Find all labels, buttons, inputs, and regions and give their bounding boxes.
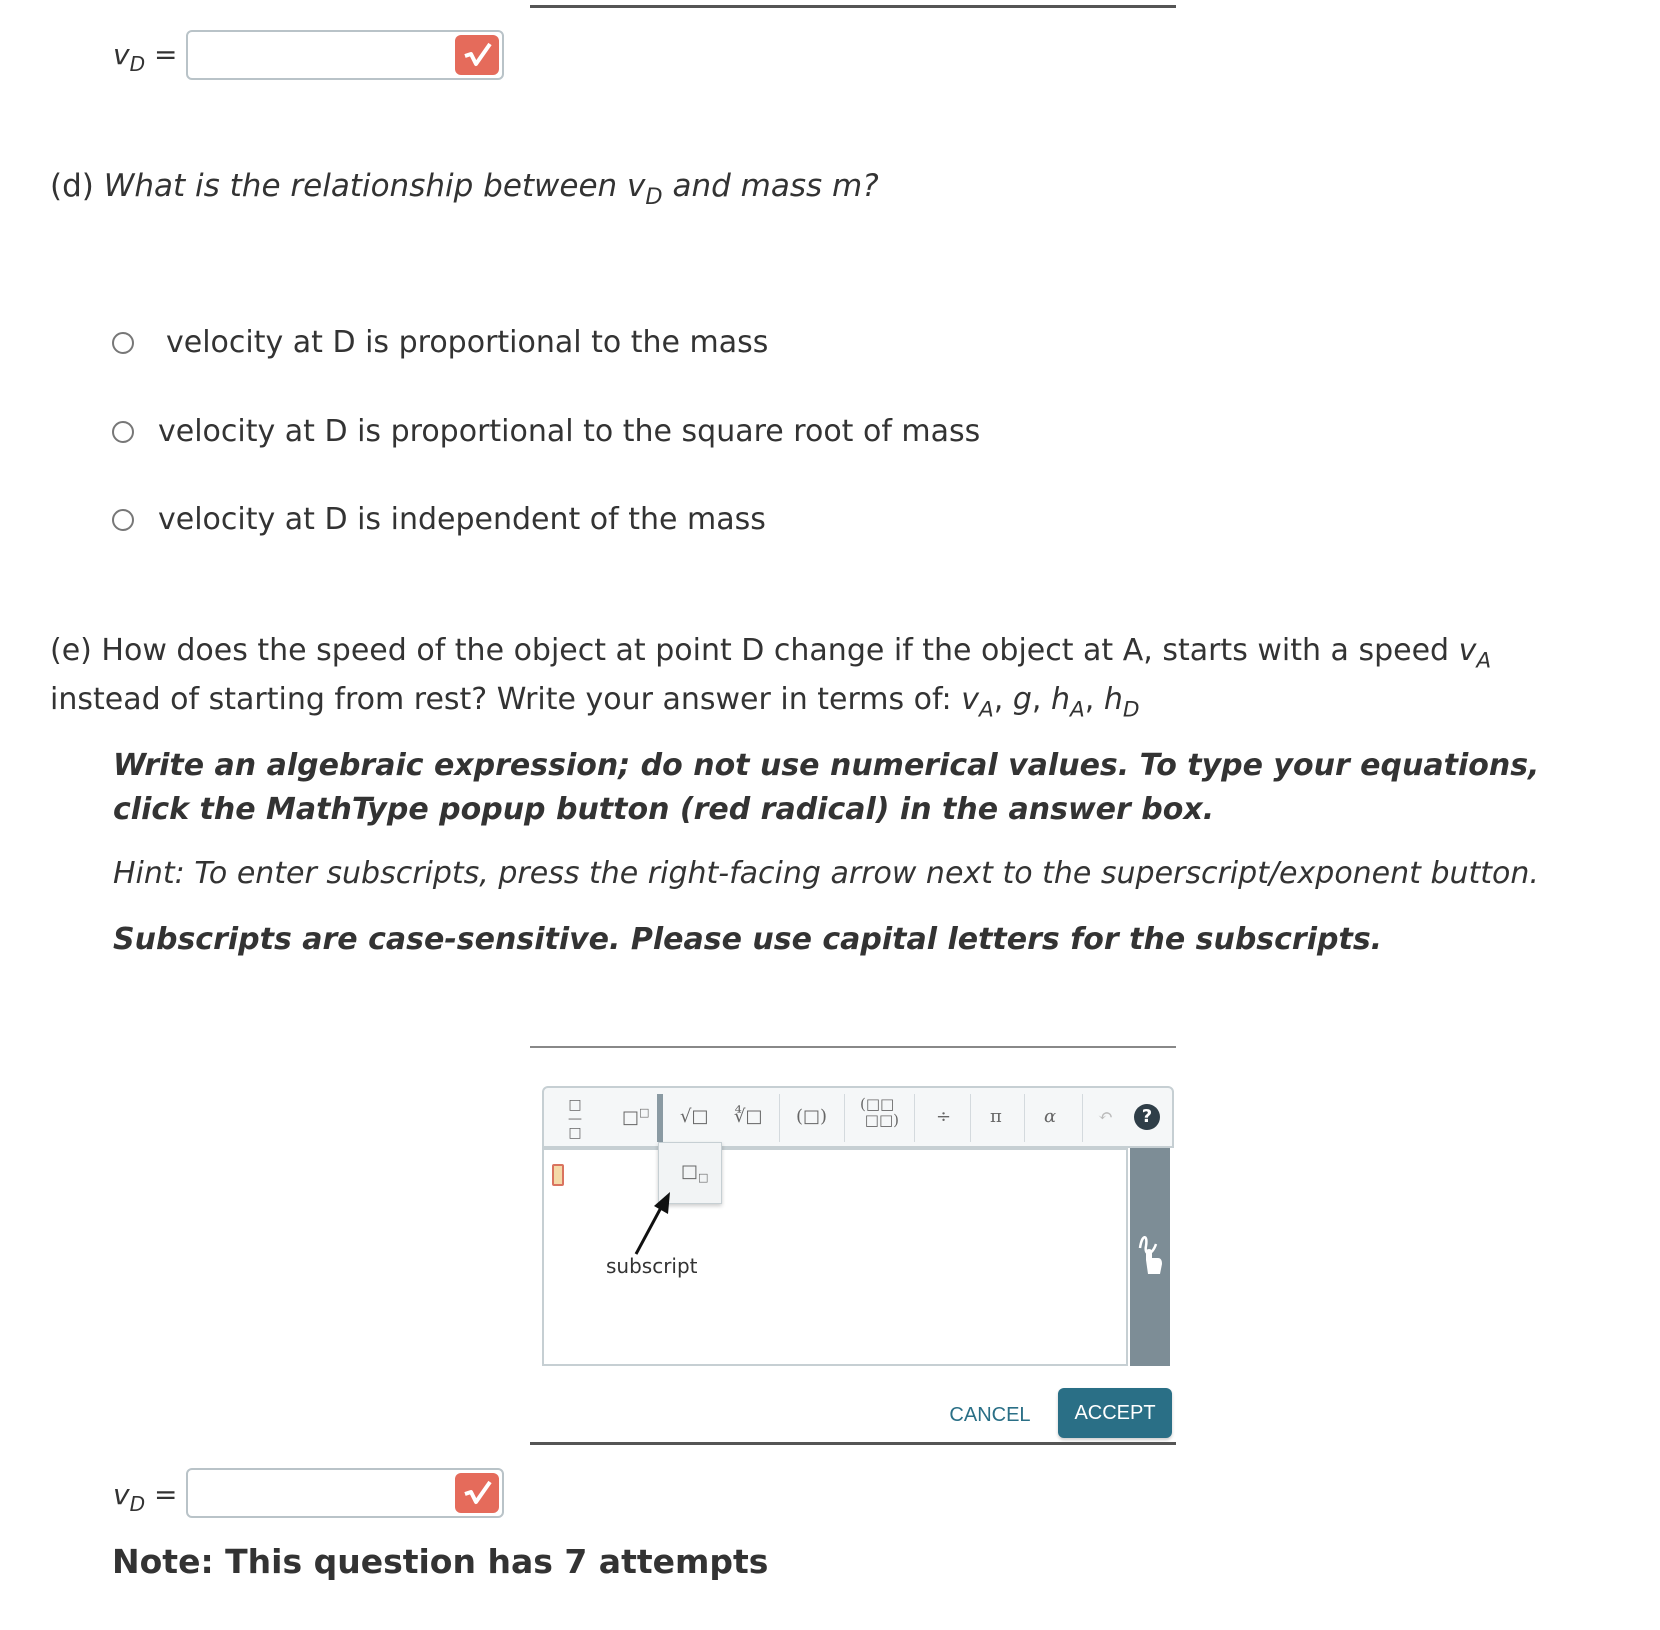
- handwriting-icon: [1136, 1230, 1164, 1278]
- answer-input-bottom[interactable]: [186, 1468, 504, 1518]
- nth-root-icon[interactable]: ∜□: [734, 1106, 763, 1127]
- case-note-text: Subscripts are case-sensitive. Please use capital letters for the subscripts.: [113, 922, 1383, 957]
- red-radical-icon: [463, 42, 493, 68]
- answer-input-top[interactable]: [186, 30, 504, 80]
- hint-text: Hint: To enter subscripts, press the right-facing arrow next to the superscript/exponent button.: [113, 856, 1539, 891]
- matrix-icon[interactable]: (□□ □□): [860, 1095, 899, 1129]
- parentheses-icon[interactable]: (□): [796, 1106, 828, 1127]
- cursor-caret: [552, 1164, 564, 1186]
- option-proportional-mass[interactable]: velocity at D is proportional to the mass: [112, 325, 768, 360]
- question-d: (d) What is the relationship between $v_D$ and mass m?: [50, 168, 879, 210]
- instruction-text: Write an algebraic expression; do not use numerical values. To type your equations, click the MathType popup button (red radical) in the answer box.: [113, 748, 1540, 827]
- divide-icon[interactable]: ÷: [936, 1106, 952, 1127]
- mathtype-button-top[interactable]: [455, 35, 499, 75]
- editor-top-border: [530, 1046, 1176, 1048]
- accept-button[interactable]: ACCEPT: [1058, 1388, 1172, 1438]
- arrow-pointer-icon: [628, 1190, 678, 1262]
- fraction-icon[interactable]: □ — □: [568, 1097, 582, 1141]
- editor-bottom-border: [530, 1442, 1176, 1445]
- alpha-icon[interactable]: α: [1044, 1106, 1057, 1127]
- radio-button[interactable]: [112, 332, 134, 354]
- option-proportional-sqrt-mass[interactable]: velocity at D is proportional to the square root of mass: [112, 414, 980, 449]
- help-icon[interactable]: ?: [1134, 1104, 1160, 1130]
- math-toolbar: [542, 1086, 1174, 1148]
- answer-label-bottom: $v_D$ =: [113, 1478, 178, 1517]
- handwriting-panel[interactable]: [1130, 1148, 1170, 1366]
- radio-button[interactable]: [112, 421, 134, 443]
- undo-icon[interactable]: ↶: [1098, 1106, 1114, 1127]
- radio-button[interactable]: [112, 509, 134, 531]
- top-divider: [530, 5, 1176, 8]
- superscript-icon[interactable]: □□: [622, 1106, 650, 1128]
- superscript-arrow-handle[interactable]: [657, 1094, 663, 1142]
- attempts-note: Note: This question has 7 attempts: [112, 1542, 769, 1581]
- mathtype-button-bottom[interactable]: [455, 1473, 499, 1513]
- subscript-icon: $□_□$: [681, 1161, 709, 1184]
- cancel-button[interactable]: CANCEL: [940, 1390, 1040, 1440]
- pi-icon[interactable]: π: [990, 1106, 1002, 1127]
- option-independent-mass[interactable]: velocity at D is independent of the mass: [112, 502, 766, 537]
- red-radical-icon: [463, 1480, 493, 1506]
- sqrt-icon[interactable]: √□: [680, 1106, 709, 1127]
- answer-label-top: $v_D$ =: [113, 38, 178, 77]
- subscript-annotation: subscript: [606, 1254, 698, 1278]
- question-e: (e) How does the speed of the object at point D change if the object at A, starts with a speed $v_A$ instead of starting from rest? Write your answer in terms of: $v_A$, g, $h_A$, $h_D$: [50, 633, 1492, 723]
